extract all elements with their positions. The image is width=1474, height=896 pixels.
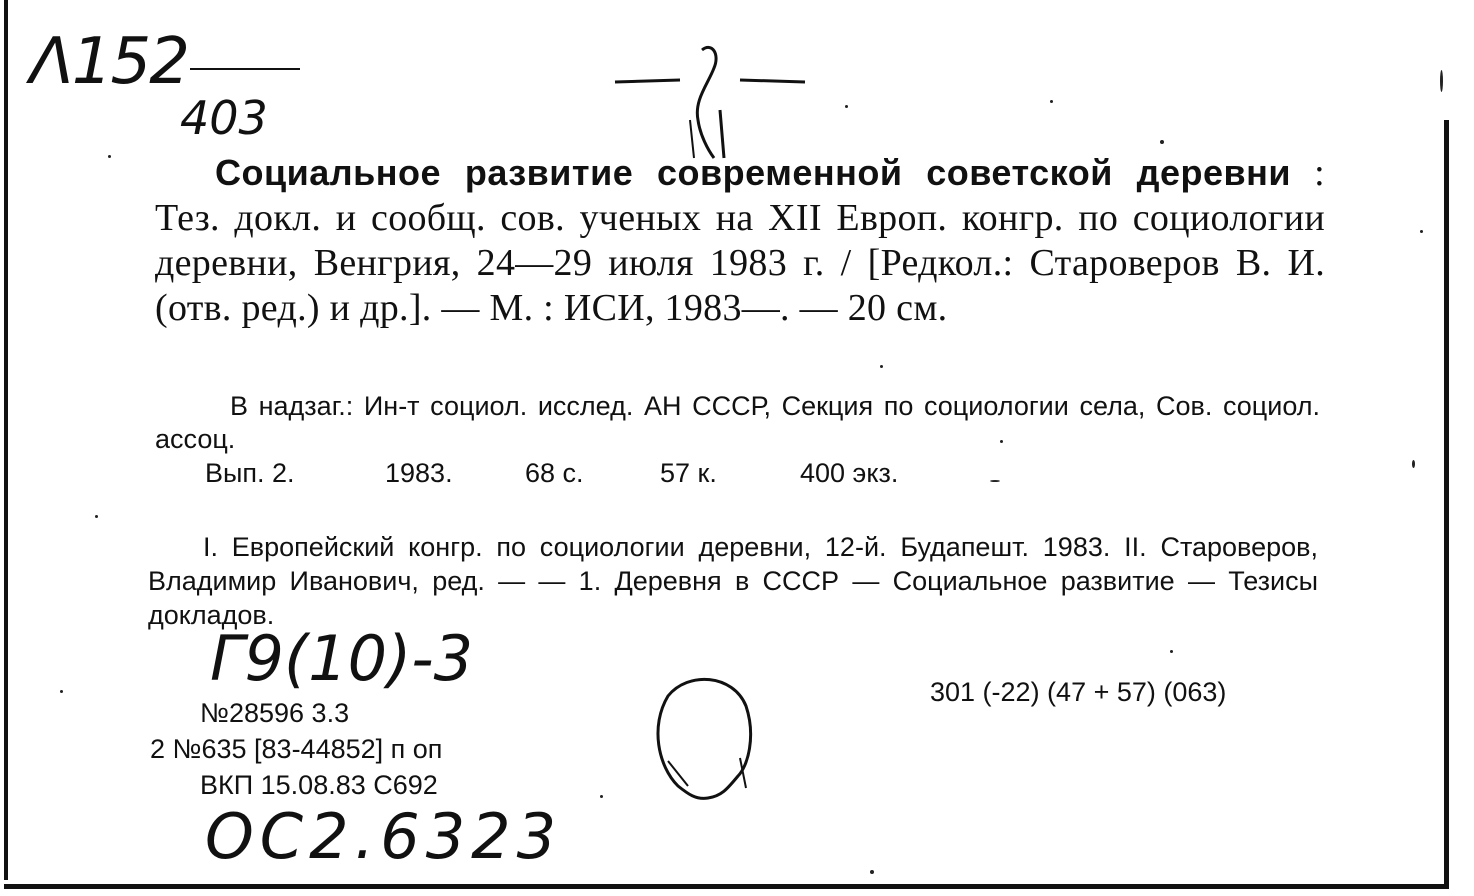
collation-year: 1983. [385, 458, 453, 488]
accession-line-1: №28596 3.3 [200, 698, 350, 728]
accession-line-2: 2 №635 [83-44852] п оп [150, 734, 443, 764]
main-bibliographic-entry [155, 150, 1325, 331]
book-title: Социальное развитие современной советской деревни [215, 152, 1292, 193]
accession-line-3: ВКП 15.08.83 С692 [200, 770, 438, 800]
tracings-text: I. Европейский конгр. по социологии деревни, 12-й. Будапешт. 1983. II. Староверов, Владимир Иванович, ред. — — 1. Деревня в СССР — Социальное развитие — Тезисы докладов. [148, 532, 1318, 630]
tracings [148, 530, 1318, 632]
card-right-border [1444, 120, 1449, 889]
punch-hole-outline [648, 666, 768, 806]
accession-block [150, 695, 442, 803]
handwritten-shelf-sub: 403 [180, 91, 268, 145]
collation-copies: 400 экз. [800, 458, 899, 488]
collation-issue: Вып. 2. [205, 458, 295, 488]
speck [990, 480, 1000, 482]
speck [60, 690, 63, 693]
collation-pages: 68 с. [525, 458, 584, 488]
speck [1050, 100, 1053, 103]
udc-index: 301 (-22) (47 + 57) (063) [930, 677, 1227, 707]
speck [1412, 460, 1415, 468]
shelf-mark-divider [190, 68, 300, 70]
collation-line [205, 458, 898, 489]
speck [845, 105, 848, 108]
speck [1000, 440, 1003, 443]
speck [1440, 70, 1443, 92]
speck [1160, 140, 1164, 144]
card-bottom-border [4, 884, 1448, 889]
speck [108, 155, 111, 158]
speck [1170, 650, 1173, 653]
speck [600, 795, 603, 798]
speck [95, 515, 98, 518]
card-left-border [4, 0, 8, 880]
collation-price: 57 к. [660, 458, 717, 488]
handwritten-inventory-number: ОС2.6323 [205, 800, 563, 873]
header-note-text: В надзаг.: Ин-т социол. исслед. АН СССР, Секция по социологии села, Сов. социол. ассоц. [155, 391, 1320, 454]
handwritten-shelf-mark: Λ152 [30, 25, 188, 99]
header-note [155, 390, 1320, 456]
handwritten-classification: Г9(10)-3 [210, 622, 474, 695]
record-body: : Тез. докл. и сообщ. сов. ученых на XII Европ. конгр. по социологии деревни, Венгрия, 24—29 июля 1983 г. / [Редкол.: Староверов В. И. (отв. ред.) и др.]. — М. : ИСИ, 1983—. — 20 см. [155, 152, 1325, 329]
speck [1420, 230, 1423, 233]
speck [880, 365, 883, 368]
speck [870, 870, 874, 874]
